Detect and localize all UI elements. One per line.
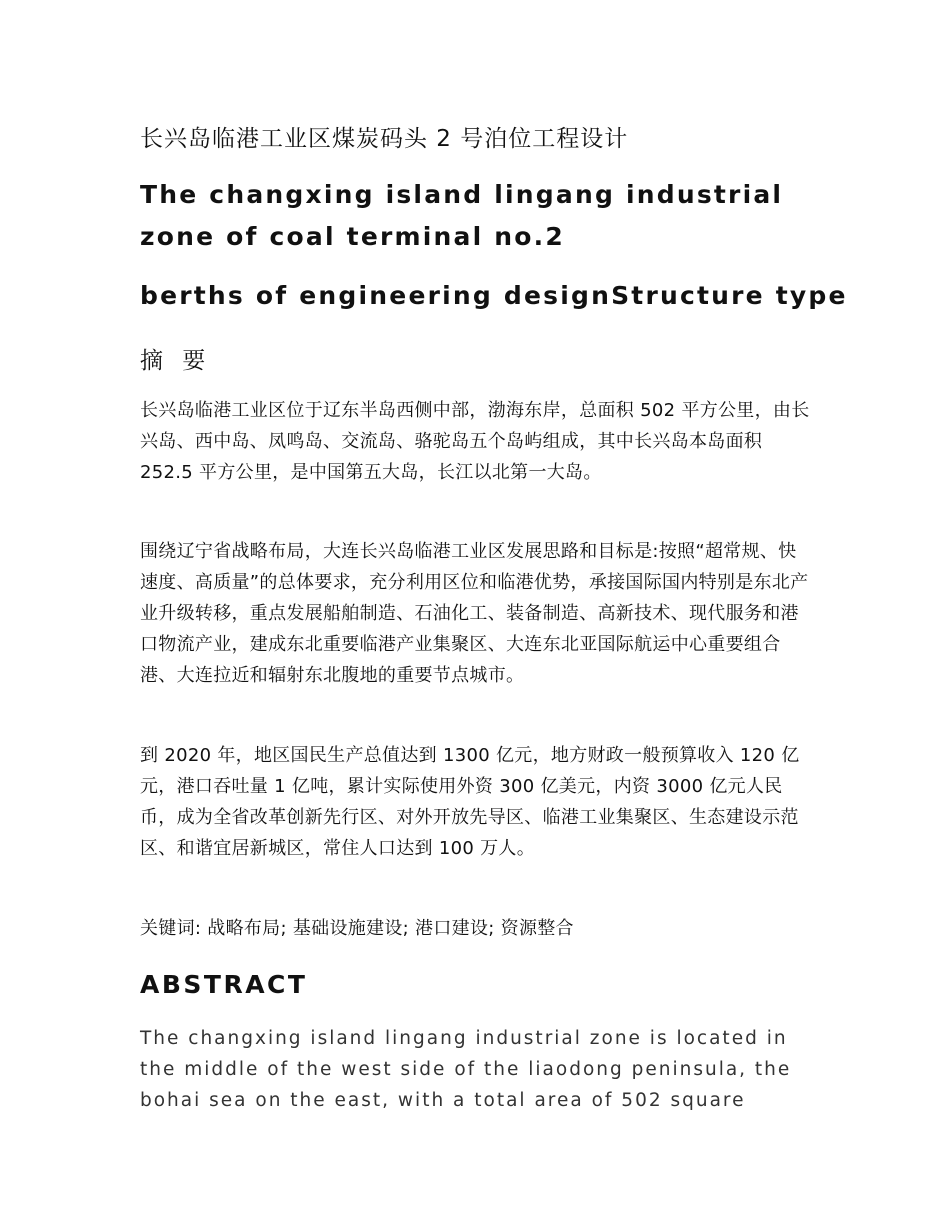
english-title-line-2: zone of coal terminal no.2 [140, 222, 565, 251]
english-abstract-paragraph: The changxing island lingang industrial zone is located in the middle of the west side of the liaodong peninsula, the bohai sea on the east, with a total area of 502 square [140, 1028, 792, 1111]
abstract-paragraph-2: 围绕辽宁省战略布局，大连长兴岛临港工业区发展思路和目标是:按照“超常规、快速度、高质量”的总体要求，充分利用区位和临港优势，承接国际国内特别是东北产业升级转移，重点发展船舶制造、石油化工、装备制造、高新技术、现代服务和港口物流产业，建成东北重要临港产业集聚区、大连东北亚国际航运中心重要组合港、大连拉近和辐射东北腹地的重要节点城市。 [140, 541, 809, 686]
english-title-line-1: The changxing island lingang industrial [140, 180, 784, 209]
english-title-line-3: berths of engineering designStructure type [140, 281, 848, 310]
abstract-paragraph-3: 到 2020 年，地区国民生产总值达到 1300 亿元，地方财政一般预算收入 120 亿元，港口吞吐量 1 亿吨，累计实际使用外资 300 亿美元，内资 3000 亿元人民币，成为全省改革创新先行区、对外开放先导区、临港工业集聚区、生态建设示范区、和谐宜居新城区，常住人口达到 100 万人。 [140, 745, 800, 859]
abstract-heading-chinese: 摘 要 [140, 348, 212, 374]
keywords-line: 关键词: 战略布局; 基础设施建设; 港口建设; 资源整合 [140, 918, 574, 939]
abstract-paragraph-1: 长兴岛临港工业区位于辽东半岛西侧中部，渤海东岸，总面积 502 平方公里，由长兴岛、西中岛、凤鸣岛、交流岛、骆驼岛五个岛屿组成，其中长兴岛本岛面积 252.5 平方公里，是中国第五大岛，长江以北第一大岛。 [140, 400, 810, 483]
chinese-title: 长兴岛临港工业区煤炭码头 2 号泊位工程设计 [140, 126, 629, 152]
abstract-heading-english: ABSTRACT [140, 970, 308, 999]
